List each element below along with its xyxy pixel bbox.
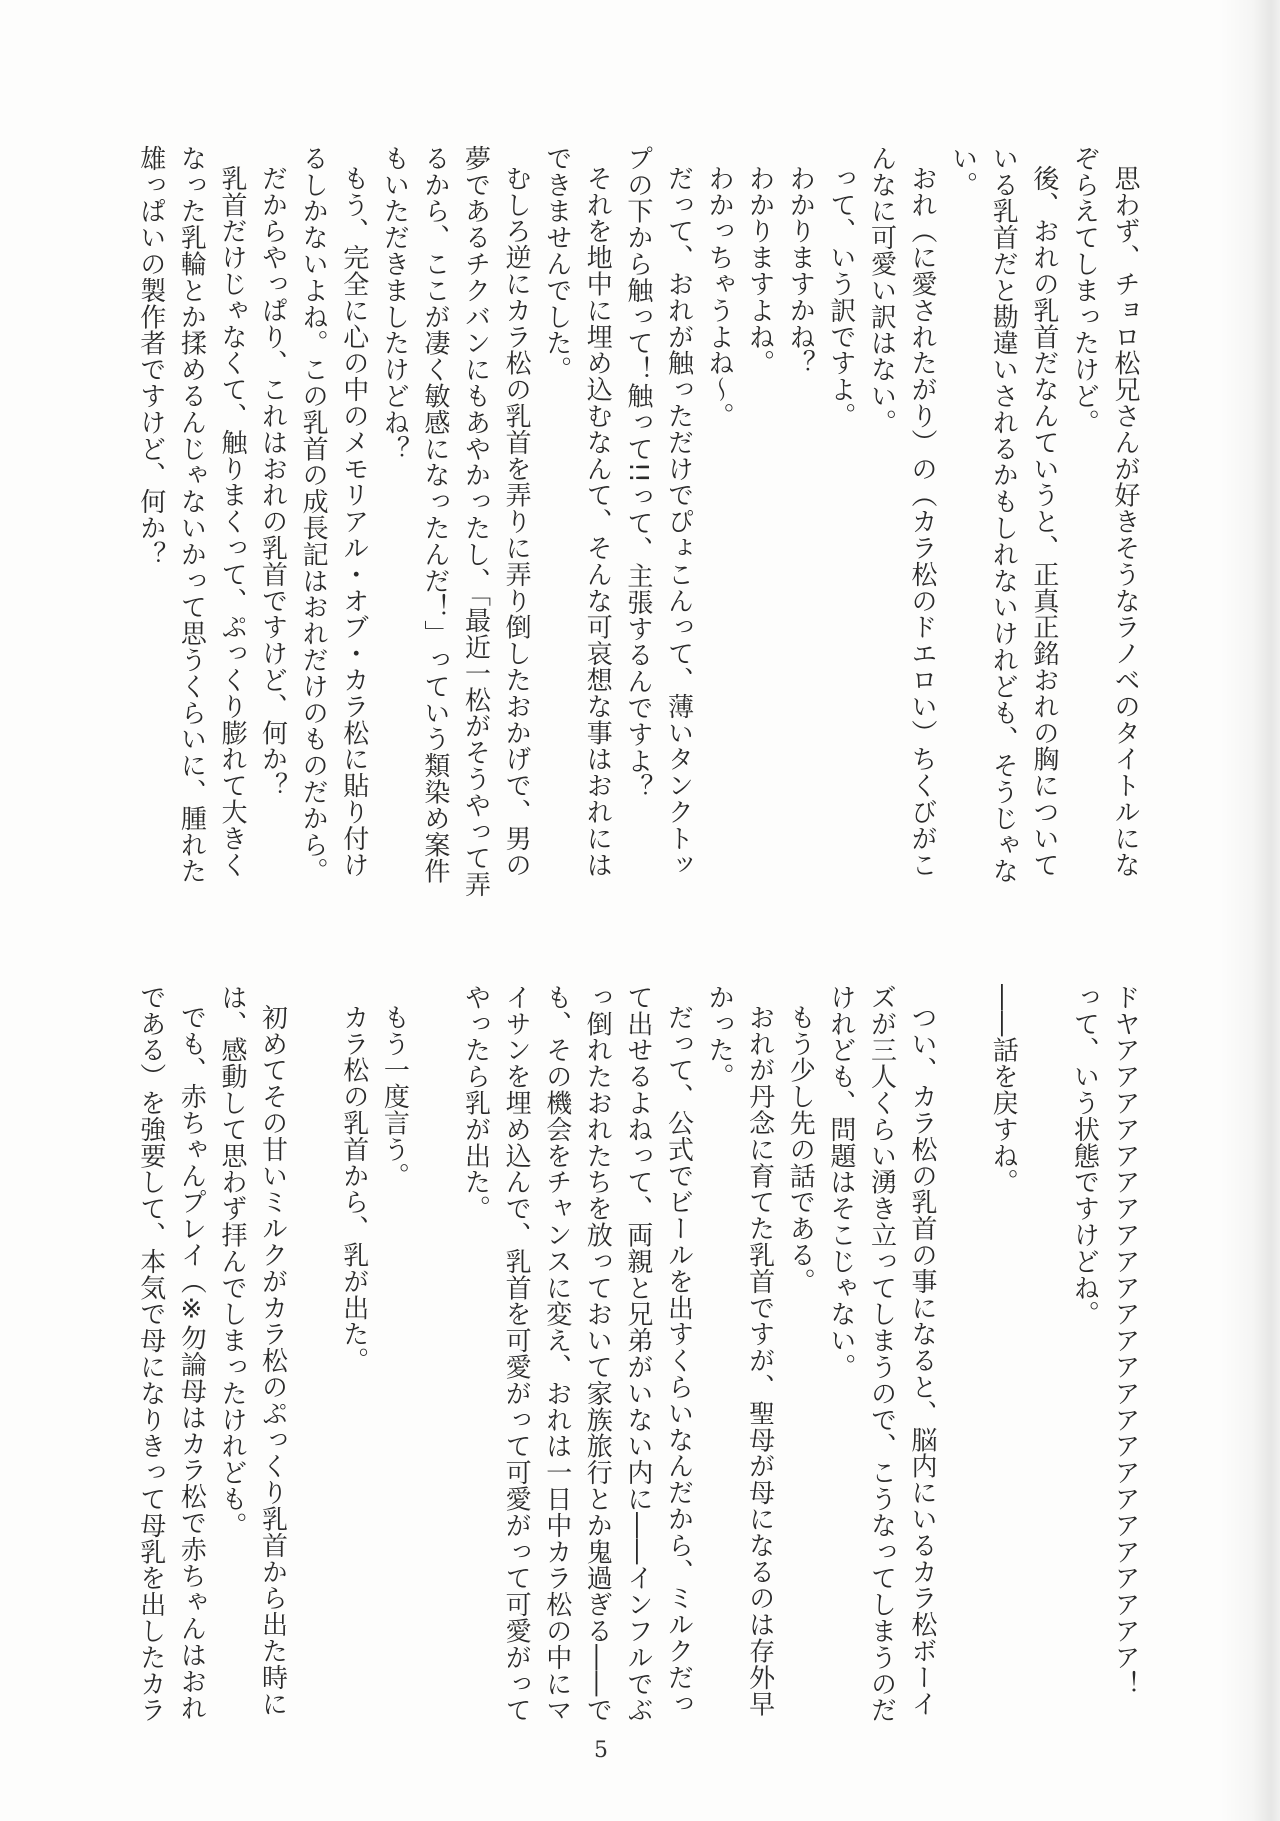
text-line: んなに可愛い訳はない。 [866, 145, 897, 436]
text-line: けれども、問題はそこじゃない。 [825, 984, 856, 1380]
blank-line [1023, 984, 1064, 1704]
text-line: って、いう状態ですけどね。 [1069, 984, 1100, 1328]
text-line: 初めてその甘いミルクがカラ松のぷっくり乳首から出た時に [257, 1003, 288, 1717]
text-line: イサンを埋め込んで、乳首を可愛がって可愛がって可愛がって [501, 984, 532, 1724]
text-line: プの下から触って！触って!!って、主張するんですよ？ [622, 145, 653, 801]
text-line: るしかないよね。この乳首の成長記はおれだけのものだから。 [298, 145, 329, 885]
text-line: ズが三人くらい湧き立ってしまうので、こうなってしまうのだ [866, 984, 897, 1724]
text-line: おれ（に愛されたがり）の（カラ松のドエロい）ちくびがこ [907, 164, 938, 878]
text-line: 思わず、チョロ松兄さんが好きそうなラノベのタイトルにな [1110, 164, 1140, 878]
text-line: ぞらえてしまったけど。 [1069, 145, 1100, 436]
page-number: 5 [594, 1738, 608, 1763]
text-line: わかっちゃうよね〜。 [704, 164, 735, 429]
text-line: かった。 [704, 984, 735, 1090]
text-line: もう少し先の話である。 [785, 1003, 816, 1294]
text-line: つい、カラ松の乳首の事になると、脳内にいるカラ松ボーイ [907, 1003, 938, 1717]
text-line: だからやっぱり、これはおれの乳首ですけど、何か？ [257, 164, 288, 799]
text-line: い。 [947, 145, 978, 198]
text-line: むしろ逆にカラ松の乳首を弄りに弄り倒したおかげで、男の [501, 164, 532, 878]
text-line: も、その機会をチャンスに変え、おれは一日中カラ松の中にマ [541, 984, 572, 1724]
blank-line [942, 984, 983, 1704]
text-line: やったら乳が出た。 [460, 984, 491, 1222]
text-line: 乳首だけじゃなくて、触りまくって、ぷっくり膨れて大きく [216, 164, 247, 878]
text-line: 夢であるチクバンにもあやかったし、「最近一松がそうやって弄 [460, 145, 491, 898]
text-line: るから、ここが凄く敏感になったんだ！」っていう類染め案件 [419, 145, 450, 885]
blank-line [414, 984, 455, 1704]
text-line: である）を強要して、本気で母になりきって母乳を出したカラ [135, 984, 166, 1724]
text-line: だって、おれが触っただけでぴょこんって、薄いタンクトッ [663, 164, 694, 878]
text-line: ドヤアアアアアアアアアアアアアアアアアアアアアアアア！ [1110, 984, 1140, 1697]
text-line: もう一度言う。 [379, 1003, 410, 1189]
text-line: 後、おれの乳首だなんていうと、正真正銘おれの胸について [1028, 164, 1059, 878]
text-line: わかりますよね。 [744, 164, 775, 376]
text-line: って、いう訳ですよ。 [825, 164, 856, 429]
page-edge-shadow [1220, 0, 1280, 1821]
text-line: っ倒れたおれたちを放っておいて家族旅行とか鬼過ぎる――で [582, 984, 613, 1724]
text-line: もいただきましたけどね？ [379, 145, 410, 462]
text-block-bottom [130, 984, 1145, 1724]
text-line: は、感動して思わず拝んでしまったけれども。 [216, 984, 247, 1539]
text-line: もう、完全に心の中のメモリアル・オブ・カラ松に貼り付け [338, 164, 369, 878]
text-line: だって、公式でビールを出すくらいなんだから、ミルクだっ [663, 1003, 694, 1717]
text-line: 雄っぱいの製作者ですけど、何か？ [135, 145, 166, 568]
blank-line [293, 984, 334, 1704]
text-line: でも、赤ちゃんプレイ（※勿論母はカラ松で赤ちゃんはおれ [176, 1003, 207, 1721]
text-line: なった乳輪とか揉めるんじゃないかって思うくらいに、腫れた [176, 145, 207, 885]
text-line: それを地中に埋め込むなんて、そんな可哀想な事はおれには [582, 164, 613, 878]
text-line: わかりますかね？ [785, 164, 816, 376]
text-line: できませんでした。 [541, 145, 572, 383]
text-line: おれが丹念に育てた乳首ですが、聖母が母になるのは存外早 [744, 1003, 775, 1717]
text-block-top [130, 145, 1145, 898]
text-line: ――話を戻すね。 [988, 984, 1019, 1196]
text-line: て出せるよねって、両親と兄弟がいない内に――インフルでぶ [622, 984, 653, 1724]
text-line: いる乳首だと勘違いされるかもしれないけれども、そうじゃな [988, 145, 1019, 885]
text-line: カラ松の乳首から、乳が出た。 [338, 1003, 369, 1374]
